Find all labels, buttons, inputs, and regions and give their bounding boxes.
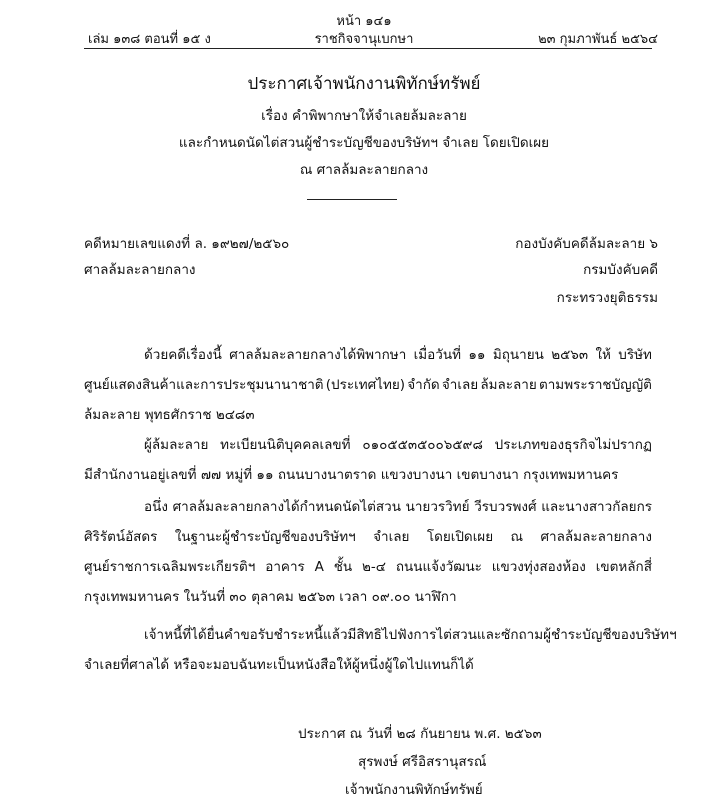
p3-line-1 [84,492,652,522]
case-number: คดีหมายเลขแดงที่ ล. ๑๙๒๗/๒๕๖๐ [84,236,290,252]
word: ศูนย์ราชการเฉลิมพระเกียรติฯ [84,559,256,575]
signer-name: สุรพงษ์ ศรีอิสรานุสรณ์ [358,754,487,770]
word: เจ้าหนี้ที่ได้ยื่นคำขอรับชำระหนี้แล้ว [144,627,348,643]
paragraph-bankrupt-info [84,430,652,490]
gazette-date: ๒๓ กุมภาพันธ์ ๒๕๖๔ [538,32,658,47]
department-name: กรมบังคับคดี [583,262,658,278]
word: ศาลล้มละลายกลางได้กำหนดนัดไต่สวน [172,499,401,515]
word: จำเลย [373,529,410,545]
word: ๐๑๐๕๕๓๕๐๐๖๕๙๘ [362,437,483,453]
word: มีสิทธิไปฟังการไต่สวนและซักถามผู้ชำระบัญชีของบริษัทฯ [347,627,677,643]
word: ตามพระราชบัญญัติ [538,377,652,393]
word: ประเภทของธุรกิจไม่ปรากฏ [494,437,652,453]
p1-line-1 [84,340,652,370]
signer-position: เจ้าพนักงานพิทักษ์ทรัพย์ [345,782,483,798]
p4-line-1 [84,620,677,650]
paragraph-creditors [84,620,677,680]
word: ถนนแจ้งวัฒนะ [395,559,482,575]
word: ศิริรัตน์อัสดร [84,529,158,545]
word: บริษัท [618,347,652,363]
word: ชั้น [333,559,353,575]
gazette-name: ราชกิจจานุเบกษา [314,32,414,47]
word: ล้มละลาย [480,377,537,393]
word: นายวรวิทย์ [405,499,470,515]
p3-line-4: กรุงเทพมหานคร ในวันที่ ๓๐ ตุลาคม ๒๕๖๓ เวลา ๐๙.๐๐ นาฬิกา [84,589,457,605]
word: แขวงทุ่งสองห้อง [491,559,586,575]
header-rule [84,48,652,49]
p2-line-2: มีสำนักงานอยู่เลขที่ ๗๗ หมู่ที่ ๑๑ ถนนบางนาตราด แขวงบางนา เขตบางนา กรุงเทพมหานคร [84,467,619,483]
p3-line-2 [84,522,652,552]
p3-line-3 [84,552,652,582]
announcement-title: ประกาศเจ้าพนักงานพิทักษ์ทรัพย์ [247,74,481,94]
word: เมื่อวันที่ [413,347,461,363]
division-name: กองบังคับคดีล้มละลาย ๖ [515,236,658,252]
word: ศูนย์แสดงสินค้าและการประชุมนานาชาติ [84,377,324,393]
word: จำเลย [441,377,479,393]
subject-line-1: เรื่อง คำพิพากษาให้จำเลยล้มละลาย [261,108,467,124]
word: A [314,559,324,575]
p4-line-2: จำเลยที่ศาลได้ หรือจะมอบฉันทะเป็นหนังสือให้ผู้หนึ่งผู้ใดไปแทนก็ได้ [84,657,474,673]
word: ให้ [595,347,611,363]
volume-issue: เล่ม ๑๓๘ ตอนที่ ๑๕ ง [88,32,211,47]
word: ในฐานะผู้ชำระบัญชีของบริษัทฯ [174,529,356,545]
p1-line-3: ล้มละลาย พุทธศักราช ๒๔๘๓ [84,407,255,423]
word: วีรบวรพงศ์ [474,499,537,515]
paragraph-judgment [84,340,652,430]
word: (ประเทศไทย) [325,377,406,393]
word: อนึ่ง [144,499,168,515]
p2-line-1 [84,430,652,460]
word: ผู้ล้มละลาย [144,437,209,453]
ministry-name: กระทรวงยุติธรรม [556,290,658,306]
subject-line-3: ณ ศาลล้มละลายกลาง [299,162,429,178]
word: และนางสาวกัลยกร [541,499,652,515]
word: ๑๑ [468,347,486,363]
word: ศาลล้มละลายกลาง [540,529,652,545]
word: อาคาร [265,559,305,575]
word: ๒-๔ [361,559,386,575]
title-divider [307,199,397,200]
subject-line-2: และกำหนดนัดไต่สวนผู้ชำระบัญชีของบริษัทฯ จำเลย โดยเปิดเผย [178,135,550,151]
word: ด้วยคดีเรื่องนี้ [144,347,222,363]
word: ศาลล้มละลายกลางได้พิพากษา [229,347,407,363]
word: เขตหลักสี่ [595,559,652,575]
word: ณ [510,529,524,545]
p1-line-2 [84,370,652,400]
court-name: ศาลล้มละลายกลาง [84,262,196,278]
word: โดยเปิดเผย [426,529,494,545]
word: ทะเบียนนิติบุคคลเลขที่ [220,437,351,453]
page-number: หน้า ๑๔๑ [336,14,392,29]
word: ๒๕๖๓ [551,347,589,363]
word: จำกัด [407,377,440,393]
word: มิถุนายน [492,347,544,363]
announcement-date: ประกาศ ณ วันที่ ๒๘ กันยายน พ.ศ. ๒๕๖๓ [298,726,542,742]
paragraph-hearing [84,492,652,612]
